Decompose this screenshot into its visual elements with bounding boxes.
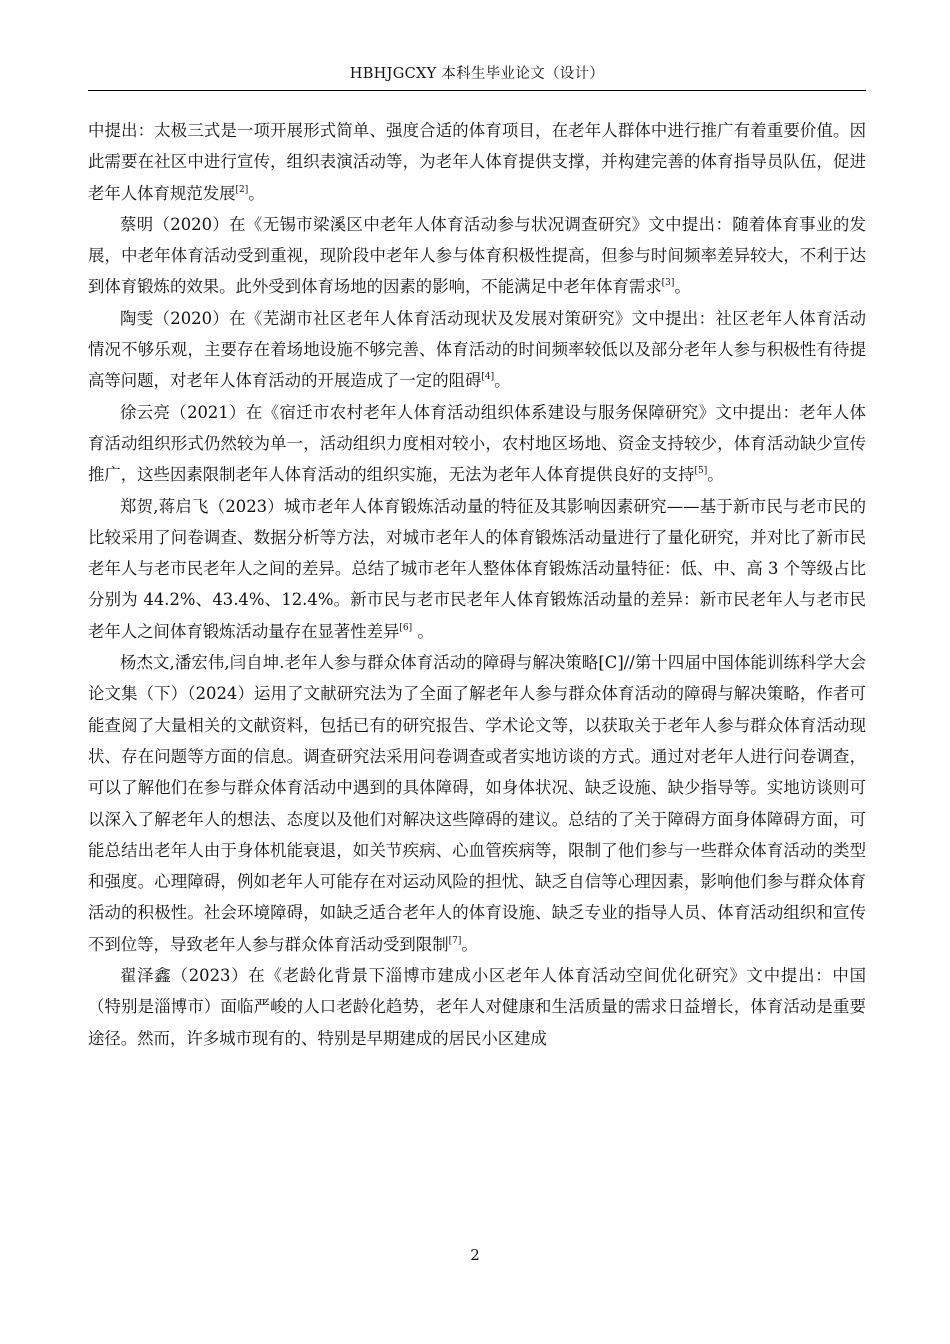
paragraph-yang-jiewen: 杨杰文,潘宏伟,闫自坤.老年人参与群众体育活动的障碍与解决策略[C]//第十四届中国体能训练科学大会论文集（下）（2024）运用了文献研究法为了全面了解老年人参与群众体育活动的障碍与解决策略，作者可能查阅了大量相关的文献资料，包括已有的研究报告、学术论文等，以获取关于老年人参与群众体育活动现状、存在问题等方面的信息。调查研究法采用问卷调查或者实地访谈的方式。通过对老年人进行问卷调查，可以了解他们在参与群众体育活动中遇到的具体障碍，如身体状况、缺乏设施、缺少指导等。实地访谈则可以深入了解老年人的想法、态度以及他们对解决这些障碍的建议。总结的了关于障碍方面身体障碍方面，可能总结出老年人由于身体机能衰退，如关节疾病、心血管疾病等，限制了他们参与一些群众体育活动的类型和强度。心理障碍，例如老年人可能存在对运动风险的担忧、缺乏自信等心理因素，影响他们参与群众体育活动的积极性。社会环境障碍，如缺乏适合老年人的体育设施、缺乏专业的指导人员、体育活动组织和宣传不到位等，导致老年人参与群众体育活动受到限制[7]。 [88,653,866,954]
paragraph-zhai-zexin: 翟泽鑫（2023）在《老龄化背景下淄博市建成小区老年人体育活动空间优化研究》文中提出：中国（特别是淄博市）面临严峻的人口老龄化趋势，老年人对健康和生活质量的需求日益增长，体育活动是重要途径。然而，许多城市现有的、特别是早期建成的居民小区建成 [88,966,866,1048]
paragraph-cai-ming: 蔡明（2020）在《无锡市梁溪区中老年人体育活动参与状况调查研究》文中提出：随着体育事业的发展，中老年体育活动受到重视，现阶段中老年人参与体育积极性提高，但参与时间频率差异较大，不利于达到体育锻炼的效果。此外受到体育场地的因素的影响，不能满足中老年体育需求[3]。 [88,214,866,297]
page-header: HBHJGCXY 本科生毕业论文（设计） [349,66,605,82]
citation-ref[interactable]: [4] [481,372,495,383]
citation-ref[interactable]: [3] [661,278,675,289]
citation-ref[interactable]: [2] [235,184,249,195]
citation-ref[interactable]: [7] [448,935,462,946]
paragraph-continuation: 中提出：太极三式是一项开展形式简单、强度合适的体育项目，在老年人群体中进行推广有着重要价值。因此需要在社区中进行宣传，组织表演活动等，为老年人体育提供支撑，并构建完善的体育指导员队伍，促进老年人体育规范发展[2]。 [88,121,866,203]
header-rule [88,90,866,91]
paragraph-tao-wen: 陶雯（2020）在《芜湖市社区老年人体育活动现状及发展对策研究》文中提出：社区老年人体育活动情况不够乐观，主要存在着场地设施不够完善、体育活动的时间频率较低以及部分老年人参与积极性有待提高等问题，对老年人体育活动的开展造成了一定的阻碍[4]。 [88,308,866,391]
page-number: 2 [470,1246,480,1264]
citation-ref[interactable]: [6] [399,622,413,633]
paragraph-xu-yunliang: 徐云亮（2021）在《宿迁市农村老年人体育活动组织体系建设与服务保障研究》文中提出：老年人体育活动组织形式仍然较为单一，活动组织力度相对较小，农村地区场地、资金支持较少，体育活动缺少宣传推广，这些因素限制老年人体育活动的组织实施，无法为老年人体育提供良好的支持[5]。 [88,402,866,485]
paragraph-zheng-he: 郑贺,蒋启飞（2023）城市老年人体育锻炼活动量的特征及其影响因素研究——基于新市民与老市民的比较采用了问卷调查、数据分析等方法，对城市老年人的体育锻炼活动量进行了量化研究，并对比了新市民老年人与老市民老年人之间的差异。总结了城市老年人整体体育锻炼活动量特征：低、中、高 3 个等级占比分别为 44.2%、43.4%、12.4%。新市民与老市民老年人体育锻炼活动量的差异：新市民老年人与老市民老年人之间体育锻炼活动量存在显著性差异[6] 。 [88,496,866,641]
citation-ref[interactable]: [5] [694,466,708,477]
page-body [88,115,866,1054]
